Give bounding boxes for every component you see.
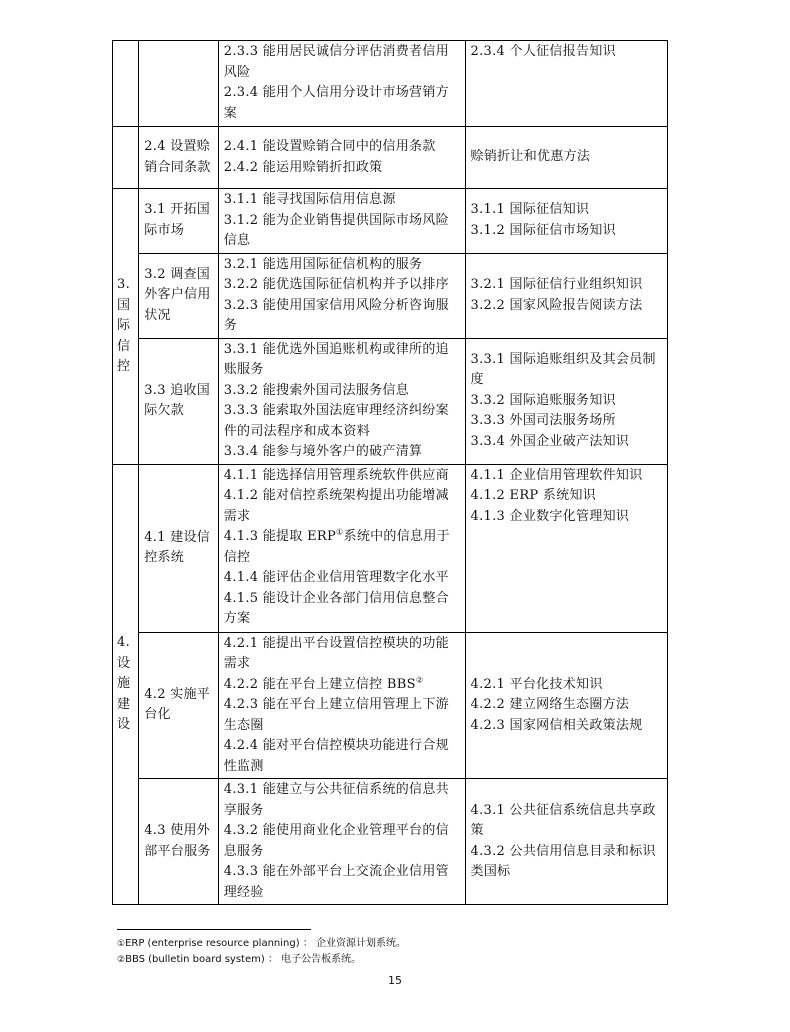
knowledge-item: 3.1.2 国际征信市场知识 xyxy=(470,222,616,238)
capability-item: 3.1.2 能为企业销售提供国际市场风险信息 xyxy=(223,212,449,248)
knowledge-cell xyxy=(465,464,667,632)
capability-item xyxy=(224,527,460,568)
capability-cell xyxy=(218,253,465,338)
knowledge-item: 2.3.4 个人征信报告知识 xyxy=(470,44,616,59)
capability-cell xyxy=(218,779,465,905)
footnote-divider xyxy=(117,929,311,930)
knowledge-item: 3.2.2 国家风险报告阅读方法 xyxy=(470,297,643,313)
capability-cell xyxy=(218,338,465,464)
capability-cell xyxy=(218,632,465,779)
knowledge-item: 4.3.2 公共信用信息目录和标识类国标 xyxy=(470,843,656,879)
knowledge-cell xyxy=(465,632,667,779)
knowledge-item: 3.3.3 外国司法服务场所 xyxy=(470,413,616,429)
knowledge-item: 4.2.2 建立网络生态圈方法 xyxy=(470,697,630,712)
knowledge-cell xyxy=(465,779,667,905)
knowledge-item: 3.3.1 国际追账组织及其会员制度 xyxy=(470,351,656,388)
occupational-standard-table xyxy=(112,40,668,905)
capability-item: 4.3.2 能使用商业化企业管理平台的信息服务 xyxy=(223,823,449,859)
table-row xyxy=(113,189,668,254)
capability-cell xyxy=(218,464,465,632)
table-row xyxy=(113,338,668,464)
capability-item: 2.4.1 能设置赊销合同中的信用条款 xyxy=(223,139,436,154)
capability-cell xyxy=(218,189,465,254)
section-3-label: 3. 国际信控 xyxy=(113,189,139,465)
capability-item: 4.1.5 能设计企业各部门信用信息整合方案 xyxy=(223,590,449,626)
capability-item: 4.1.1 能选择信用管理系统软件供应商 xyxy=(223,467,449,483)
unit-cell xyxy=(139,41,219,127)
unit-cell: 4.2 实施平台化 xyxy=(139,632,219,779)
unit-cell: 4.1 建设信控系统 xyxy=(139,464,219,632)
capability-item: 3.3.3 能索取外国法庭审理经济纠纷案件的司法程序和成本资料 xyxy=(223,403,449,439)
knowledge-cell xyxy=(465,189,667,254)
capability-text: 系统中的信息用于信控 xyxy=(223,529,450,565)
unit-cell: 3.3 追收国际欠款 xyxy=(139,338,219,464)
table-row xyxy=(113,464,668,632)
footnote-ref-1: ① xyxy=(336,527,344,537)
table-row xyxy=(113,632,668,779)
capability-item: 3.3.1 能优选外国追账机构或律所的追账服务 xyxy=(223,341,449,377)
section-cell xyxy=(113,41,139,127)
knowledge-item: 3.3.2 国际追账服务知识 xyxy=(470,392,616,408)
knowledge-item: 赊销折让和优惠方法 xyxy=(470,149,591,165)
knowledge-cell xyxy=(465,127,667,189)
knowledge-item: 3.1.1 国际征信知识 xyxy=(470,202,590,218)
capability-item: 4.2.4 能对平台信控模块功能进行合规性监测 xyxy=(223,738,449,774)
footnote-text: ERP (enterprise resource planning) ： 企业资源计划系统。 xyxy=(125,938,406,949)
table-row xyxy=(113,41,668,127)
capability-text: 4.1.3 能提取 ERP xyxy=(223,529,337,544)
capability-text: 4.2.2 能在平台上建立信控 BBS xyxy=(223,676,416,692)
knowledge-item: 4.1.3 企业数字化管理知识 xyxy=(470,508,630,524)
knowledge-item: 4.2.3 国家网信相关政策法规 xyxy=(470,717,643,733)
footnote-mark-1: ① xyxy=(117,939,126,949)
capability-item: 4.1.4 能评估企业信用管理数字化水平 xyxy=(223,570,449,585)
capability-item: 4.1.2 能对信控系统架构提出功能增减需求 xyxy=(223,488,449,524)
knowledge-cell xyxy=(465,41,667,127)
capability-item: 3.2.1 能选用国际征信机构的服务 xyxy=(223,256,423,272)
unit-cell: 4.3 使用外部平台服务 xyxy=(139,779,219,905)
unit-cell: 3.1 开拓国际市场 xyxy=(139,189,219,254)
capability-item xyxy=(224,675,460,696)
section-cell xyxy=(113,127,139,189)
knowledge-item: 3.3.4 外国企业破产法知识 xyxy=(470,433,630,449)
footnote-text: BBS (bulletin board system) ： 电子公告板系统。 xyxy=(125,954,362,965)
footnote-1 xyxy=(117,936,406,952)
section-4-label: 4. 设施建设 xyxy=(113,464,139,905)
capability-item: 3.2.2 能优选国际征信机构并予以排序 xyxy=(223,277,449,292)
footnotes xyxy=(117,936,406,968)
footnote-mark-2: ② xyxy=(117,955,126,965)
capability-item: 2.4.2 能运用赊销折扣政策 xyxy=(223,159,383,175)
unit-cell: 3.2 调查国外客户信用状况 xyxy=(139,253,219,338)
capability-cell xyxy=(218,41,465,127)
knowledge-item: 4.2.1 平台化技术知识 xyxy=(470,676,603,692)
knowledge-item: 4.3.1 公共征信系统信息共享政策 xyxy=(470,802,656,838)
page-number: 15 xyxy=(388,974,402,987)
table-row xyxy=(113,253,668,338)
knowledge-item: 4.1.2 ERP 系统知识 xyxy=(470,488,597,503)
capability-item: 4.3.3 能在外部平台上交流企业信用管理经验 xyxy=(223,864,449,900)
capability-item: 4.2.3 能在平台上建立信用管理上下游生态圈 xyxy=(223,697,449,733)
knowledge-item: 3.2.1 国际征信行业组织知识 xyxy=(470,277,643,292)
capability-item: 4.3.1 能建立与公共征信系统的信息共享服务 xyxy=(223,782,449,818)
unit-cell: 2.4 设置赊销合同条款 xyxy=(139,127,219,189)
capability-item: 3.1.1 能寻找国际信用信息源 xyxy=(223,192,396,207)
capability-item: 2.3.3 能用居民诚信分评估消费者信用风险 xyxy=(223,44,449,80)
table-row xyxy=(113,779,668,905)
knowledge-cell xyxy=(465,253,667,338)
capability-cell xyxy=(218,127,465,189)
capability-item: 3.3.2 能搜索外国司法服务信息 xyxy=(223,382,410,398)
knowledge-item: 4.1.1 企业信用管理软件知识 xyxy=(470,467,643,483)
capability-item: 3.3.4 能参与境外客户的破产清算 xyxy=(223,444,423,459)
knowledge-cell xyxy=(465,338,667,464)
footnote-ref-2: ② xyxy=(415,675,424,685)
capability-item: 3.2.3 能使用国家信用风险分析咨询服务 xyxy=(223,297,449,333)
footnote-2 xyxy=(117,952,406,968)
capability-item: 4.2.1 能提出平台设置信控模块的功能需求 xyxy=(223,635,449,671)
table-row xyxy=(113,127,668,189)
capability-item: 2.3.4 能用个人信用分设计市场营销方案 xyxy=(223,85,449,121)
